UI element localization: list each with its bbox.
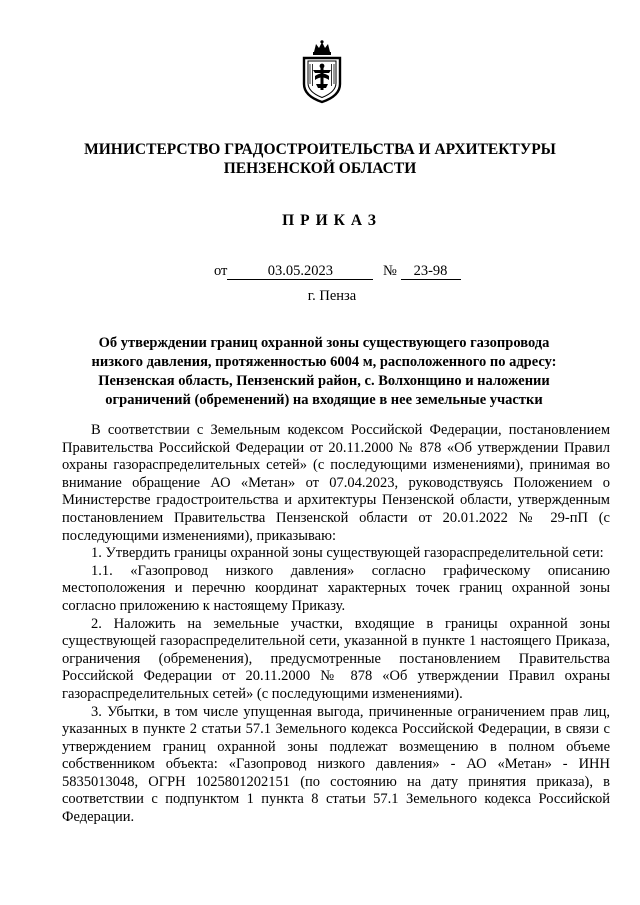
number-prefix: №: [383, 263, 397, 279]
document-date: 03.05.2023: [227, 263, 373, 280]
clause-3: 3. Убытки, в том числе упущенная выгода, причиненные ограничением прав лиц, указанных в пункте 2 статьи 57.1 Земельного кодекса Российской Федерации, в связи с утверждением границ охранной зоны подлежат возмещению в полном объеме собственником объекта: «Газопровод низкого давления» - АО «Метан» - ИНН 5835013048, ОГРН 1025801202151 (по состоянию на дату принятия приказа), в соответствии с подпунктом 1 пункта 8 статьи 57.1 Земельного кодекса Российской Федерации.: [62, 703, 610, 826]
date-prefix: от: [214, 263, 228, 279]
clause-1-1: 1.1. «Газопровод низкого давления» согласно графическому описанию местоположения и перечню координат характерных точек границ охранной зоны согласно приложению к настоящему Приказу.: [62, 562, 610, 614]
title-line: Пензенская область, Пензенский район, с. Волхонщино и наложении: [98, 373, 550, 389]
document-title: [84, 334, 564, 410]
clause-2: 2. Наложить на земельные участки, входящие в границы охранной зоны существующей газораспределительной сети, указанной в пункте 1 настоящего Приказа, ограничения (обременения), предусмотренные постановлением Правительства Российской Федерации от 20.11.2000 № 878 «Об утверждении Правил охраны газораспределительных сетей» (с последующими изменениями).: [62, 615, 610, 702]
preamble-paragraph: В соответствии с Земельным кодексом Российской Федерации, постановлением Правительства Российской Федерации от 20.11.2000 № 878 «Об утверждении Правил охраны газораспределительных сетей» (с последующими изменениями), принимая во внимание обращение АО «Метан» от 07.04.2023, руководствуясь Положением о Министерстве градостроительства и архитектуры Пензенской области, утвержденным постановлением Правительства Пензенской области от 20.01.2022 № 29-пП (с последующими изменениями), приказываю:: [62, 422, 610, 544]
city: г. Пенза: [307, 288, 357, 304]
ministry-name-line1: МИНИСТЕРСТВО ГРАДОСТРОИТЕЛЬСТВА И АРХИТЕКТУРЫ: [84, 141, 556, 158]
document-number: 23-98: [401, 263, 461, 280]
clause-1: 1. Утвердить границы охранной зоны существующей газораспределительной сети:: [91, 545, 604, 562]
title-line: ограничений (обременений) на входящие в нее земельные участки: [105, 392, 543, 408]
ministry-name-line2: ПЕНЗЕНСКОЙ ОБЛАСТИ: [223, 160, 417, 177]
coat-of-arms-icon: [300, 40, 344, 104]
title-line: Об утверждении границ охранной зоны существующего газопровода: [98, 335, 550, 351]
document-body: [62, 422, 610, 827]
date-number-row: [214, 263, 461, 280]
title-line: низкого давления, протяженностью 6004 м, расположенного по адресу:: [91, 354, 557, 370]
document-type: ПРИКАЗ: [282, 212, 382, 229]
